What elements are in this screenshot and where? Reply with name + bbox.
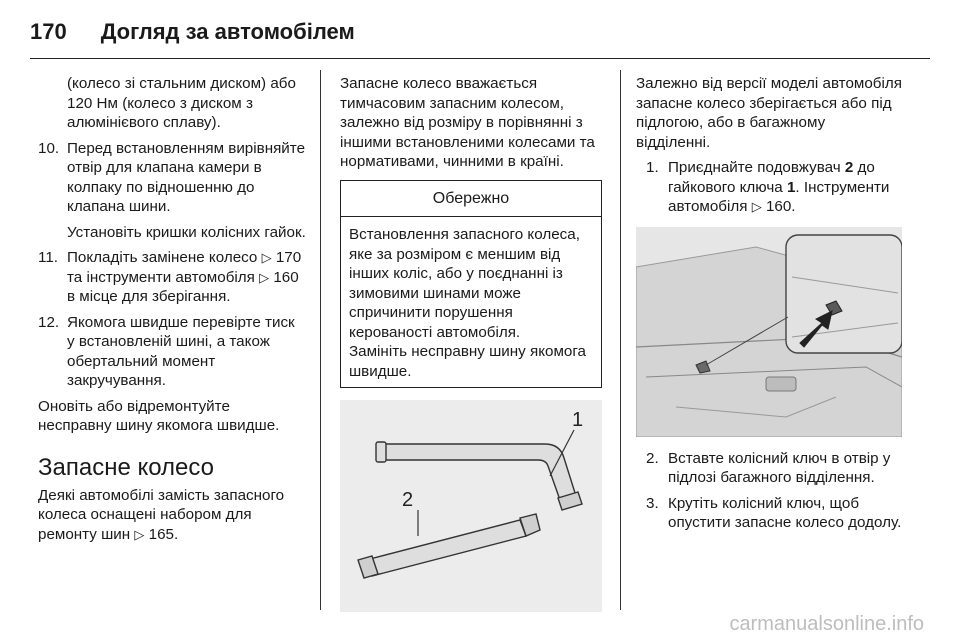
section-title: Запасне колесо [38, 453, 215, 481]
intro-text: Залежно від версії моделі автомобіля запасне колесо зберігається або під підлогою, або в багажному відділенні. [636, 75, 902, 151]
step-subtext: Установіть кришки колісних гайок. [67, 223, 306, 241]
page-reference-link[interactable]: 165. [148, 525, 179, 543]
step-number: 11. [38, 249, 58, 266]
page-header [30, 12, 355, 52]
column-middle [340, 74, 602, 612]
step-text: Якомога швидше перевірте тиск у встановленій шині, а також обертальний момент закручування. [67, 313, 295, 389]
figure-label-1: 1 [572, 409, 584, 431]
step-number: 2. [646, 449, 659, 467]
wheel-wrench-icon [340, 400, 602, 612]
outro-text: Оновіть або відремонтуйте несправну шину якомога швидше. [38, 397, 280, 434]
figure-label-2: 2 [402, 489, 414, 511]
reference-arrow-icon: ▷ [134, 526, 145, 542]
trunk-floor-icon [636, 227, 902, 437]
warning-title: Обережно [341, 181, 601, 218]
trunk-floor-illustration [636, 227, 902, 437]
step-continuation: (колесо зі стальним диском) або 120 Нм (колесо з диском з алюмінієвого сплаву). [67, 75, 296, 131]
step-number: 12. [38, 313, 60, 331]
watermark: carmanualsonline.info [729, 613, 924, 635]
step-text: Вставте колісний ключ в отвір у підлозі багажного відділення. [668, 449, 891, 486]
section-text: Деякі автомобілі замість запасного колеса оснащені набором для ремонту шин ▷ 165. [38, 486, 285, 543]
step-1 [636, 158, 902, 217]
column-left [38, 74, 306, 550]
step-text: Перед встановленням вирівняйте отвір для клапана камери в колпаку по відношенню до клапана шини. [67, 139, 306, 215]
page-reference-link[interactable]: 170 [275, 249, 302, 266]
warning-text: Встановлення запасного колеса, яке за розміром є меншим від інших коліс, або у поєднанні із зимовими шинами може спричинити порушення керованості автомобіля. [349, 226, 580, 341]
step-11 [38, 248, 306, 307]
reference-arrow-icon: ▷ [261, 250, 272, 265]
page-reference-link[interactable]: 160. [765, 198, 796, 215]
step-number: 10. [38, 139, 60, 157]
step-number: 1. [646, 159, 659, 176]
column-divider [620, 70, 621, 610]
step-number: 3. [646, 494, 659, 512]
reference-arrow-icon: ▷ [259, 269, 270, 285]
wrench-illustration [340, 400, 602, 612]
page-title: Догляд за автомобілем [100, 19, 355, 44]
column-divider [320, 70, 321, 610]
header-divider [30, 58, 930, 59]
warning-text: Замініть несправну шину якомога швидше. [349, 343, 586, 380]
page-number: 170 [30, 19, 67, 44]
warning-box [340, 180, 602, 389]
step-text: Крутіть колісний ключ, щоб опустити запасне колесо додолу. [668, 494, 902, 531]
step-text: Покладіть замінене колесо ▷ 170 та інструменти автомобіля ▷ 160 в місце для зберігання. [67, 249, 302, 305]
step-10 [38, 139, 306, 243]
step-text: Приєднайте подовжувач 2 до гайкового ключа 1. Інструменти автомобіля ▷ 160. [668, 159, 890, 215]
step-12 [38, 313, 306, 391]
intro-text: Запасне колесо вважається тимчасовим запасним колесом, залежно від розміру в порівнянні з іншими встановленими колесами та нормативами, чинними в країні. [340, 75, 595, 170]
reference-arrow-icon: ▷ [751, 199, 762, 214]
column-right [636, 74, 902, 539]
page-reference-link[interactable]: 160 [273, 268, 299, 286]
step-3 [636, 494, 902, 533]
step-2 [636, 449, 902, 488]
